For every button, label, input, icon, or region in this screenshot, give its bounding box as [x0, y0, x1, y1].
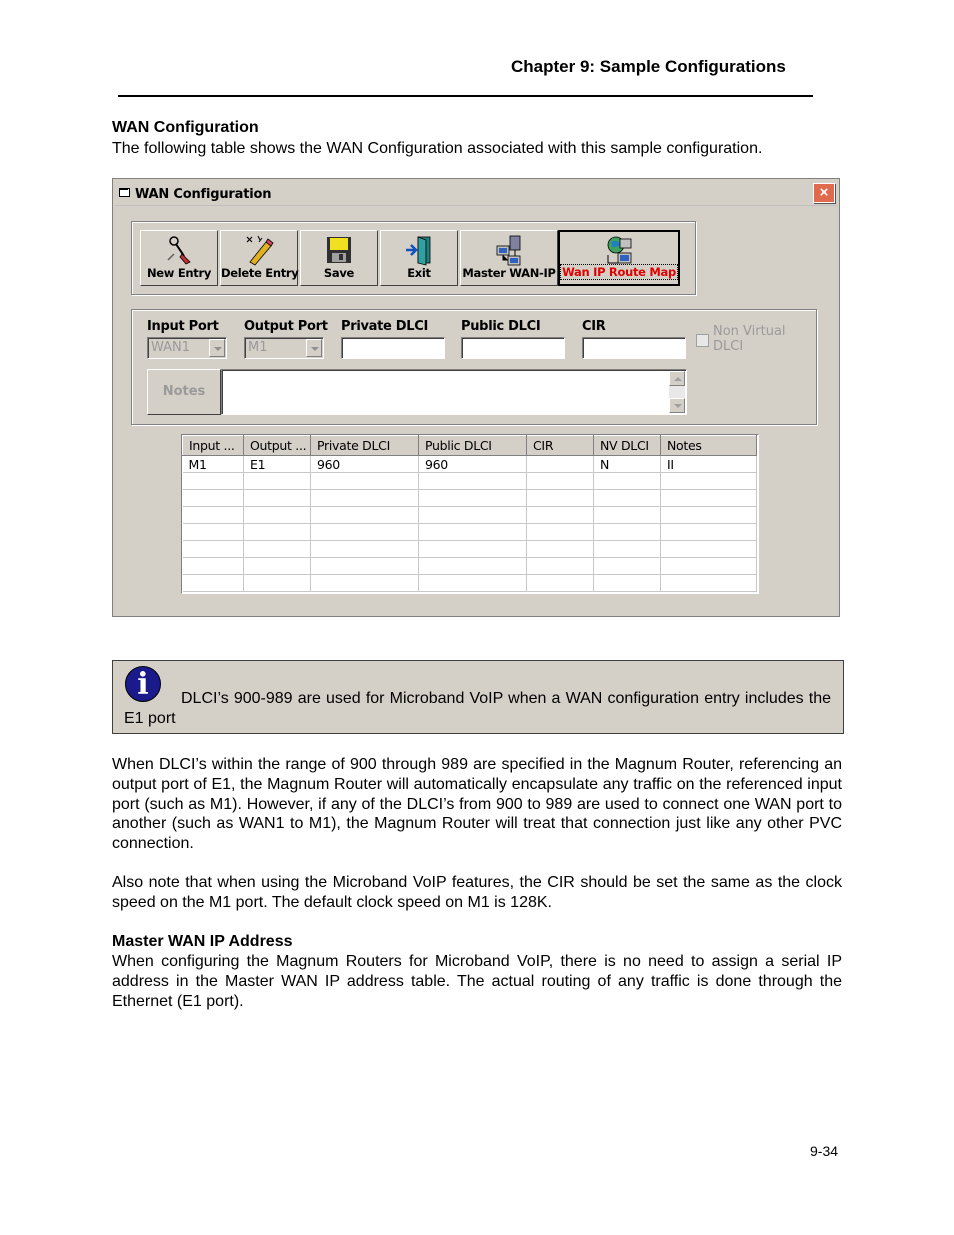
window-titlebar — [115, 181, 837, 206]
table-cell[interactable] — [419, 524, 527, 541]
table-cell[interactable] — [661, 524, 757, 541]
table-cell[interactable] — [661, 473, 757, 490]
exit-button[interactable] — [380, 230, 458, 286]
save-label: Save — [323, 266, 355, 280]
table-cell[interactable] — [527, 541, 594, 558]
table-cell[interactable] — [527, 524, 594, 541]
table-cell[interactable] — [311, 558, 419, 575]
table-cell[interactable] — [244, 507, 311, 524]
chevron-down-icon[interactable] — [209, 339, 225, 357]
table-row[interactable] — [183, 507, 757, 524]
table-cell[interactable] — [183, 541, 244, 558]
master-wan-ip-label: Master WAN-IP — [462, 266, 556, 280]
table-row[interactable] — [183, 456, 757, 473]
delete-entry-label: Delete Entry — [221, 266, 299, 280]
wan-ip-route-map-icon — [604, 235, 634, 267]
table-cell[interactable] — [594, 575, 661, 592]
table-cell[interactable]: 960 — [311, 456, 419, 473]
paragraph-cir-note: Also note that when using the Microband VoIP features, the CIR should be set the same as the clock speed on the M1 port. The default clock speed on M1 is 128K. — [112, 874, 842, 911]
table-cell[interactable] — [311, 575, 419, 592]
table-cell[interactable] — [527, 456, 594, 473]
table-cell[interactable] — [527, 473, 594, 490]
table-cell[interactable] — [183, 507, 244, 524]
header-rule — [118, 95, 813, 97]
table-cell[interactable] — [527, 575, 594, 592]
cir-label: CIR — [582, 319, 606, 334]
private-dlci-input[interactable] — [341, 337, 445, 359]
output-port-label: Output Port — [244, 319, 328, 334]
grid-header-row — [183, 436, 757, 456]
table-cell[interactable] — [311, 473, 419, 490]
table-cell[interactable] — [594, 490, 661, 507]
col-header-cir[interactable]: CIR — [527, 436, 594, 456]
table-cell[interactable] — [527, 490, 594, 507]
table-cell[interactable]: M1 — [183, 456, 244, 473]
input-port-label: Input Port — [147, 319, 219, 334]
table-cell[interactable] — [661, 507, 757, 524]
wan-ip-route-map-label: Wan IP Route Map — [562, 265, 676, 279]
table-cell[interactable] — [183, 473, 244, 490]
non-virtual-label-line2: DLCI — [713, 339, 744, 354]
table-cell[interactable] — [183, 558, 244, 575]
new-entry-label: New Entry — [146, 266, 212, 280]
table-row[interactable] — [183, 473, 757, 490]
delete-entry-icon — [244, 234, 274, 266]
table-cell[interactable] — [527, 558, 594, 575]
exit-label: Exit — [407, 266, 431, 280]
new-entry-button[interactable] — [140, 230, 218, 286]
table-cell[interactable] — [661, 575, 757, 592]
page-number: 9-34 — [810, 1143, 839, 1159]
scroll-up-icon[interactable] — [669, 371, 685, 386]
table-row[interactable] — [183, 558, 757, 575]
chevron-down-icon[interactable] — [306, 339, 322, 357]
table-cell[interactable] — [311, 541, 419, 558]
table-cell[interactable] — [183, 490, 244, 507]
col-header-input[interactable]: Input ... — [183, 436, 244, 456]
table-cell[interactable]: N — [594, 456, 661, 473]
notes-button[interactable]: Notes — [147, 369, 221, 415]
private-dlci-label: Private DLCI — [341, 319, 429, 334]
wan-ip-route-map-button[interactable] — [558, 230, 680, 286]
paragraph-dlci-range: When DLCI’s within the range of 900 through 989 are specified in the Magnum Router, referencing an output port of E1, the Magnum Router will automatically encapsulate any traffic on the referenced input port (such as M1). However, if any of the DLCI’s from 900 to 989 are used to connect one WAN port to another (such as WAN1 to M1), the Magnum Router will treat that connection just like any other PVC connection. — [112, 756, 842, 853]
info-note — [112, 660, 844, 734]
col-header-output[interactable]: Output ... — [244, 436, 311, 456]
table-cell[interactable] — [661, 541, 757, 558]
delete-entry-button[interactable] — [220, 230, 298, 286]
table-cell[interactable] — [419, 558, 527, 575]
table-cell[interactable]: II — [661, 456, 757, 473]
section-intro: The following table shows the WAN Configuration associated with this sample configuration. — [112, 140, 763, 157]
table-cell[interactable] — [419, 507, 527, 524]
table-cell[interactable] — [661, 558, 757, 575]
table-cell[interactable] — [594, 473, 661, 490]
table-cell[interactable] — [661, 490, 757, 507]
table-cell[interactable] — [594, 541, 661, 558]
new-entry-icon — [164, 234, 194, 266]
notes-scrollbar[interactable] — [669, 371, 685, 413]
close-button[interactable]: × — [813, 183, 835, 203]
public-dlci-input[interactable] — [461, 337, 565, 359]
master-wan-ip-button[interactable] — [460, 230, 558, 286]
table-cell[interactable] — [527, 507, 594, 524]
table-cell[interactable] — [244, 541, 311, 558]
table-cell[interactable] — [419, 473, 527, 490]
table-cell[interactable] — [183, 524, 244, 541]
table-cell[interactable] — [594, 524, 661, 541]
table-cell[interactable] — [594, 507, 661, 524]
cir-input[interactable] — [582, 337, 686, 359]
window-icon — [119, 188, 130, 197]
table-cell[interactable] — [311, 490, 419, 507]
input-port-select[interactable] — [147, 337, 227, 359]
table-cell[interactable] — [244, 473, 311, 490]
table-cell[interactable] — [244, 558, 311, 575]
table-cell[interactable] — [244, 490, 311, 507]
table-row[interactable] — [183, 541, 757, 558]
table-cell[interactable] — [419, 541, 527, 558]
window-title: WAN Configuration — [135, 187, 272, 202]
input-port-value: WAN1 — [151, 340, 191, 355]
col-header-private-dlci[interactable]: Private DLCI — [311, 436, 419, 456]
chapter-header: Chapter 9: Sample Configurations — [511, 57, 786, 76]
master-wan-ip-icon — [494, 234, 524, 266]
table-cell[interactable]: E1 — [244, 456, 311, 473]
table-cell[interactable] — [183, 575, 244, 592]
table-cell[interactable] — [594, 558, 661, 575]
table-row[interactable] — [183, 524, 757, 541]
table-cell[interactable]: 960 — [419, 456, 527, 473]
table-cell[interactable] — [419, 575, 527, 592]
section-master-wan-ip-body: When configuring the Magnum Routers for Microband VoIP, there is no need to assign a serial IP address in the Master WAN IP address table. The actual routing of any traffic is done through the Ethernet (E1 port). — [112, 953, 842, 1010]
section-heading-master-wan-ip: Master WAN IP Address — [112, 933, 293, 950]
toolbar — [131, 221, 696, 295]
public-dlci-label: Public DLCI — [461, 319, 541, 334]
table-cell[interactable] — [419, 490, 527, 507]
table-cell[interactable] — [244, 524, 311, 541]
section-heading-wan-configuration: WAN Configuration — [112, 119, 259, 136]
save-button[interactable] — [300, 230, 378, 286]
entry-form — [131, 309, 817, 425]
wan-entries-table — [182, 435, 757, 592]
table-cell[interactable] — [311, 524, 419, 541]
table-cell[interactable] — [244, 575, 311, 592]
table-row[interactable] — [183, 575, 757, 592]
table-row[interactable] — [183, 490, 757, 507]
output-port-value: M1 — [248, 340, 268, 355]
scroll-down-icon[interactable] — [669, 398, 685, 413]
table-cell[interactable] — [311, 507, 419, 524]
col-header-nv-dlci[interactable]: NV DLCI — [594, 436, 661, 456]
exit-icon — [404, 234, 434, 266]
non-virtual-label-line1: Non Virtual — [713, 324, 786, 339]
info-icon: i — [125, 666, 161, 702]
output-port-select[interactable] — [244, 337, 324, 359]
wan-entries-grid[interactable] — [181, 434, 759, 594]
notes-textarea[interactable] — [221, 369, 687, 415]
non-virtual-dlci-label — [713, 324, 786, 354]
save-icon — [324, 234, 354, 266]
col-header-public-dlci[interactable]: Public DLCI — [419, 436, 527, 456]
wan-configuration-window — [112, 178, 840, 617]
non-virtual-dlci-checkbox[interactable] — [696, 334, 709, 347]
col-header-notes[interactable]: Notes — [661, 436, 757, 456]
note-text: DLCI’s 900-989 are used for Microband VoIP when a WAN configuration entry includes the E1 port — [124, 690, 831, 727]
